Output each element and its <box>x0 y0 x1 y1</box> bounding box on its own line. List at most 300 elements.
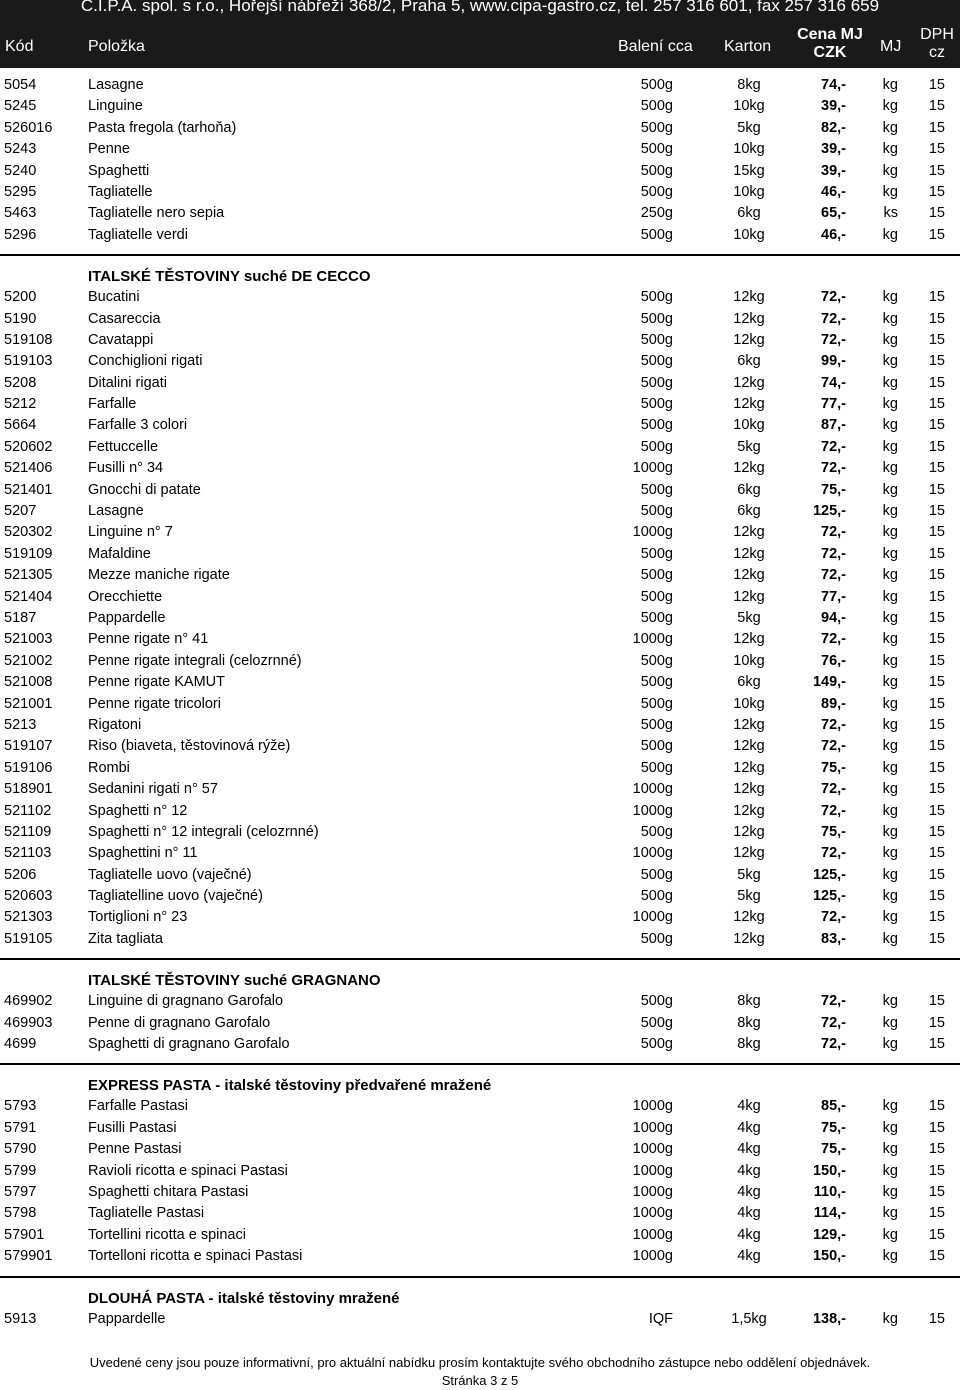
unit: kg <box>882 289 898 306</box>
col-header-price <box>795 26 865 62</box>
section-divider <box>0 958 960 960</box>
pack-size: 1000g <box>632 1119 673 1136</box>
unit: kg <box>882 738 898 755</box>
price: 99,- <box>821 353 846 370</box>
price: 72,- <box>821 438 846 455</box>
pack-size: 1000g <box>632 781 673 798</box>
product-code: 519106 <box>4 759 53 776</box>
unit: kg <box>882 353 898 370</box>
table-row <box>0 865 960 886</box>
table-row <box>0 1225 960 1246</box>
price: 72,- <box>821 310 846 327</box>
price: 110,- <box>813 1183 846 1200</box>
product-name: Rombi <box>88 759 130 776</box>
pack-size: 500g <box>640 1014 673 1031</box>
carton-size: 6kg <box>737 481 761 498</box>
price: 77,- <box>821 588 846 605</box>
product-name: Linguine n° 7 <box>88 524 173 541</box>
vat-rate: 15 <box>928 1226 945 1243</box>
unit: kg <box>882 438 898 455</box>
pack-size: 500g <box>640 331 673 348</box>
price: 83,- <box>821 930 846 947</box>
table-row <box>0 287 960 308</box>
vat-rate: 15 <box>928 1036 945 1053</box>
vat-rate: 15 <box>928 503 945 520</box>
carton-size: 4kg <box>737 1119 761 1136</box>
price: 72,- <box>821 331 846 348</box>
product-name: Casareccia <box>88 310 161 327</box>
vat-rate: 15 <box>928 460 945 477</box>
unit: kg <box>882 1162 898 1179</box>
pack-size: 500g <box>640 183 673 200</box>
product-code: 5799 <box>4 1162 37 1179</box>
vat-rate: 15 <box>928 353 945 370</box>
carton-size: 12kg <box>733 759 765 776</box>
price: 75,- <box>821 759 846 776</box>
product-name: Ravioli ricotta e spinaci Pastasi <box>88 1162 288 1179</box>
price: 89,- <box>821 695 846 712</box>
price: 75,- <box>821 823 846 840</box>
product-code: 5797 <box>4 1183 37 1200</box>
vat-rate: 15 <box>928 205 945 222</box>
vat-rate: 15 <box>928 631 945 648</box>
carton-size: 8kg <box>737 1036 761 1053</box>
price: 75,- <box>821 1119 846 1136</box>
product-code: 5463 <box>4 205 37 222</box>
table-row <box>0 1034 960 1055</box>
product-name: Mezze maniche rigate <box>88 567 230 584</box>
product-code: 5798 <box>4 1205 37 1222</box>
carton-size: 10kg <box>733 652 765 669</box>
product-name: Tagliatelle <box>88 183 153 200</box>
product-name: Spaghetti n° 12 integrali (celozrnné) <box>88 823 319 840</box>
price: 72,- <box>821 631 846 648</box>
vat-rate: 15 <box>928 1162 945 1179</box>
pack-size: 500g <box>640 930 673 947</box>
vat-rate: 15 <box>928 823 945 840</box>
price: 72,- <box>821 738 846 755</box>
price: 82,- <box>821 119 846 136</box>
unit: kg <box>882 609 898 626</box>
col-header-vat <box>915 26 959 62</box>
product-name: Lasagne <box>88 503 144 520</box>
carton-size: 8kg <box>737 1014 761 1031</box>
vat-rate: 15 <box>928 888 945 905</box>
carton-size: 4kg <box>737 1226 761 1243</box>
pack-size: 500g <box>640 438 673 455</box>
vat-rate: 15 <box>928 77 945 93</box>
price: 39,- <box>821 98 846 115</box>
price: 65,- <box>821 205 846 222</box>
table-row <box>0 565 960 586</box>
pack-size: 500g <box>640 738 673 755</box>
table-row <box>0 394 960 415</box>
unit: kg <box>882 909 898 926</box>
unit: kg <box>882 374 898 391</box>
table-row <box>0 161 960 182</box>
price: 39,- <box>821 141 846 158</box>
carton-size: 12kg <box>733 310 765 327</box>
product-code: 5240 <box>4 162 37 179</box>
product-code: 5793 <box>4 1098 37 1115</box>
unit: kg <box>882 162 898 179</box>
price: 46,- <box>821 226 846 243</box>
col-header-price-line1: Cena MJ <box>797 26 863 43</box>
section-divider <box>0 1276 960 1278</box>
price: 149,- <box>812 674 846 691</box>
pack-size: 1000g <box>632 802 673 819</box>
table-row <box>0 118 960 139</box>
carton-size: 12kg <box>733 631 765 648</box>
pack-size: 1000g <box>632 1248 673 1265</box>
table-row <box>0 1203 960 1224</box>
table-row <box>0 587 960 608</box>
col-header-item: Položka <box>88 38 145 55</box>
vat-rate: 15 <box>928 98 945 115</box>
unit: kg <box>882 1183 898 1200</box>
unit: kg <box>882 652 898 669</box>
carton-size: 1,5kg <box>731 1310 767 1327</box>
table-row <box>0 608 960 629</box>
vat-rate: 15 <box>928 1119 945 1136</box>
product-code: 469902 <box>4 993 53 1010</box>
unit: kg <box>882 567 898 584</box>
carton-size: 12kg <box>733 823 765 840</box>
price: 114,- <box>813 1205 846 1222</box>
unit: kg <box>882 781 898 798</box>
product-name: Spaghetti n° 12 <box>88 802 188 819</box>
product-name: Pappardelle <box>88 1310 166 1327</box>
product-name: Cavatappi <box>88 331 154 348</box>
carton-size: 4kg <box>737 1162 761 1179</box>
vat-rate: 15 <box>928 1098 945 1115</box>
vat-rate: 15 <box>928 802 945 819</box>
product-code: 521008 <box>4 674 53 691</box>
pack-size: 500g <box>640 652 673 669</box>
unit: kg <box>882 1014 898 1031</box>
price: 138,- <box>812 1310 846 1327</box>
product-name: Tagliatelle verdi <box>88 226 188 243</box>
product-code: 5213 <box>4 716 37 733</box>
table-row <box>0 458 960 479</box>
price: 72,- <box>821 545 846 562</box>
table-row <box>0 672 960 693</box>
pack-size: 500g <box>640 353 673 370</box>
unit: kg <box>882 993 898 1010</box>
carton-size: 12kg <box>733 396 765 413</box>
product-name: Tagliatelle uovo (vaječné) <box>88 866 252 883</box>
price: 72,- <box>821 845 846 862</box>
pack-size: 500g <box>640 888 673 905</box>
price: 72,- <box>821 1036 846 1053</box>
carton-size: 15kg <box>733 162 765 179</box>
pack-size: 500g <box>640 695 673 712</box>
table-row <box>0 822 960 843</box>
price: 72,- <box>821 781 846 798</box>
vat-rate: 15 <box>928 930 945 947</box>
section-title: ITALSKÉ TĚSTOVINY suché DE CECCO <box>88 268 371 286</box>
unit: kg <box>882 716 898 733</box>
table-row <box>0 437 960 458</box>
product-code: 57901 <box>4 1226 45 1243</box>
product-name: Tortelloni ricotta e spinaci Pastasi <box>88 1248 303 1265</box>
product-name: Zita tagliata <box>88 930 163 947</box>
col-header-vat-line2: cz <box>929 44 945 61</box>
unit: kg <box>882 631 898 648</box>
vat-rate: 15 <box>928 845 945 862</box>
table-row <box>0 758 960 779</box>
price: 125,- <box>812 503 846 520</box>
unit: kg <box>882 674 898 691</box>
carton-size: 6kg <box>737 503 761 520</box>
carton-size: 5kg <box>737 866 761 883</box>
price: 72,- <box>821 802 846 819</box>
table-row <box>0 1246 960 1267</box>
product-code: 5243 <box>4 141 37 158</box>
carton-size: 12kg <box>733 545 765 562</box>
product-name: Conchiglioni rigati <box>88 353 203 370</box>
product-code: 520602 <box>4 438 53 455</box>
pack-size: 500g <box>640 374 673 391</box>
unit: kg <box>882 524 898 541</box>
unit: kg <box>882 119 898 136</box>
carton-size: 12kg <box>733 802 765 819</box>
vat-rate: 15 <box>928 1183 945 1200</box>
price: 72,- <box>821 289 846 306</box>
carton-size: 10kg <box>733 417 765 434</box>
product-code: 5913 <box>4 1310 37 1327</box>
table-row <box>0 929 960 950</box>
vat-rate: 15 <box>928 183 945 200</box>
table-row <box>0 1139 960 1160</box>
product-code: 521303 <box>4 909 53 926</box>
carton-size: 4kg <box>737 1098 761 1115</box>
pack-size: 500g <box>640 98 673 115</box>
unit: kg <box>882 183 898 200</box>
vat-rate: 15 <box>928 310 945 327</box>
product-code: 521401 <box>4 481 53 498</box>
product-name: Tagliatelline uovo (vaječné) <box>88 888 263 905</box>
unit: kg <box>882 759 898 776</box>
product-name: Fettuccelle <box>88 438 159 455</box>
pack-size: 500g <box>640 289 673 306</box>
product-code: 520302 <box>4 524 53 541</box>
price: 72,- <box>821 460 846 477</box>
unit: kg <box>882 545 898 562</box>
carton-size: 6kg <box>737 353 761 370</box>
unit: kg <box>882 460 898 477</box>
product-name: Bucatini <box>88 289 140 306</box>
table-row <box>0 351 960 372</box>
price: 75,- <box>821 481 846 498</box>
vat-rate: 15 <box>928 162 945 179</box>
product-name: Penne <box>88 141 130 158</box>
table-row <box>0 480 960 501</box>
product-code: 521003 <box>4 631 53 648</box>
vat-rate: 15 <box>928 652 945 669</box>
section-title: DLOUHÁ PASTA - italské těstoviny mražené <box>88 1289 400 1307</box>
unit: kg <box>882 98 898 115</box>
unit: kg <box>882 588 898 605</box>
company-info: C.I.P.A. spol. s r.o., Hořejší nábřeží 368/2, Praha 5, www.cipa-gastro.cz, tel. 257 316 601, fax 257 316 659 <box>80 0 880 15</box>
vat-rate: 15 <box>928 738 945 755</box>
unit: kg <box>882 1098 898 1115</box>
product-name: Linguine <box>88 98 143 115</box>
price: 129,- <box>812 1226 846 1243</box>
pack-size: 500g <box>640 226 673 243</box>
product-code: 469903 <box>4 1014 53 1031</box>
pack-size: 500g <box>640 609 673 626</box>
product-name: Tagliatelle Pastasi <box>88 1205 205 1222</box>
pack-size: 1000g <box>632 1098 673 1115</box>
carton-size: 10kg <box>733 695 765 712</box>
unit: kg <box>882 310 898 327</box>
vat-rate: 15 <box>928 289 945 306</box>
table-row <box>0 1096 960 1117</box>
price: 125,- <box>812 866 846 883</box>
pack-size: 500g <box>640 396 673 413</box>
section-title: EXPRESS PASTA - italské těstoviny předvařené mražené <box>88 1077 492 1095</box>
product-name: Mafaldine <box>88 545 151 562</box>
pack-size: 500g <box>640 993 673 1010</box>
section-title: ITALSKÉ TĚSTOVINY suché GRAGNANO <box>88 972 381 990</box>
vat-rate: 15 <box>928 374 945 391</box>
product-code: 5054 <box>4 77 37 93</box>
pack-size: 500g <box>640 567 673 584</box>
carton-size: 10kg <box>733 183 765 200</box>
col-header-code: Kód <box>5 38 34 55</box>
vat-rate: 15 <box>928 396 945 413</box>
product-name: Spaghetti di gragnano Garofalo <box>88 1036 290 1053</box>
carton-size: 10kg <box>733 226 765 243</box>
vat-rate: 15 <box>928 1141 945 1158</box>
unit: kg <box>882 1310 898 1327</box>
vat-rate: 15 <box>928 674 945 691</box>
table-row <box>0 1182 960 1203</box>
pack-size: 1000g <box>632 460 673 477</box>
product-name: Tortiglioni n° 23 <box>88 909 188 926</box>
carton-size: 12kg <box>733 716 765 733</box>
vat-rate: 15 <box>928 993 945 1010</box>
pack-size: 500g <box>640 545 673 562</box>
product-code: 5296 <box>4 226 37 243</box>
product-name: Sedanini rigati n° 57 <box>88 781 218 798</box>
unit: kg <box>882 331 898 348</box>
pack-size: 500g <box>640 162 673 179</box>
product-name: Rigatoni <box>88 716 142 733</box>
pack-size: 500g <box>640 141 673 158</box>
table-row <box>0 501 960 522</box>
carton-size: 12kg <box>733 374 765 391</box>
product-code: 521404 <box>4 588 53 605</box>
pack-size: 1000g <box>632 524 673 541</box>
vat-rate: 15 <box>928 545 945 562</box>
price: 76,- <box>821 652 846 669</box>
unit: kg <box>882 1205 898 1222</box>
carton-size: 12kg <box>733 909 765 926</box>
product-name: Ditalini rigati <box>88 374 167 391</box>
price: 39,- <box>821 162 846 179</box>
pack-size: 500g <box>640 588 673 605</box>
carton-size: 12kg <box>733 331 765 348</box>
vat-rate: 15 <box>928 1310 945 1327</box>
unit: kg <box>882 1226 898 1243</box>
vat-rate: 15 <box>928 524 945 541</box>
unit: kg <box>882 930 898 947</box>
pack-size: 1000g <box>632 1226 673 1243</box>
price: 72,- <box>821 524 846 541</box>
vat-rate: 15 <box>928 866 945 883</box>
carton-size: 4kg <box>737 1183 761 1200</box>
unit: kg <box>882 845 898 862</box>
pack-size: IQF <box>648 1310 673 1327</box>
product-code: 5664 <box>4 417 37 434</box>
price: 94,- <box>821 609 846 626</box>
vat-rate: 15 <box>928 1205 945 1222</box>
pack-size: 500g <box>640 481 673 498</box>
unit: kg <box>882 417 898 434</box>
product-code: 5200 <box>4 289 37 306</box>
table-row <box>0 801 960 822</box>
product-name: Farfalle <box>88 396 137 413</box>
vat-rate: 15 <box>928 759 945 776</box>
price: 77,- <box>821 396 846 413</box>
table-row <box>0 1161 960 1182</box>
table-row <box>0 843 960 864</box>
carton-size: 12kg <box>733 524 765 541</box>
pack-size: 1000g <box>632 631 673 648</box>
col-header-pack: Balení cca <box>618 38 693 55</box>
carton-size: 12kg <box>733 738 765 755</box>
vat-rate: 15 <box>928 119 945 136</box>
unit: ks <box>883 205 898 222</box>
footer-note: Uvedené ceny jsou pouze informativní, pro aktuální nabídku prosím kontaktujte svého obchodního zástupce nebo oddělení objednávek. <box>89 1355 871 1370</box>
vat-rate: 15 <box>928 1248 945 1265</box>
product-name: Spaghetti <box>88 162 150 179</box>
carton-size: 12kg <box>733 930 765 947</box>
product-code: 519109 <box>4 545 53 562</box>
vat-rate: 15 <box>928 438 945 455</box>
product-code: 5790 <box>4 1141 37 1158</box>
price: 85,- <box>821 1098 846 1115</box>
product-code: 521102 <box>4 802 52 819</box>
price: 74,- <box>821 77 846 93</box>
price: 150,- <box>812 1248 846 1265</box>
pack-size: 1000g <box>632 1183 673 1200</box>
unit: kg <box>882 481 898 498</box>
table-row <box>0 907 960 928</box>
footer <box>0 1354 960 1390</box>
price: 72,- <box>821 716 846 733</box>
carton-size: 12kg <box>733 845 765 862</box>
pack-size: 500g <box>640 417 673 434</box>
product-name: Pasta fregola (tarhoňa) <box>88 119 237 136</box>
section-divider <box>0 254 960 256</box>
product-name: Tagliatelle nero sepia <box>88 205 225 222</box>
product-name: Fusilli Pastasi <box>88 1119 177 1136</box>
carton-size: 5kg <box>737 609 761 626</box>
pack-size: 1000g <box>632 845 673 862</box>
carton-size: 12kg <box>733 289 765 306</box>
table-row <box>0 415 960 436</box>
product-name: Penne rigate tricolori <box>88 695 221 712</box>
pack-size: 1000g <box>632 1162 673 1179</box>
product-name: Penne rigate KAMUT <box>88 674 226 691</box>
product-name: Pappardelle <box>88 609 166 626</box>
product-name: Lasagne <box>88 77 144 93</box>
vat-rate: 15 <box>928 609 945 626</box>
product-code: 521109 <box>4 823 52 840</box>
